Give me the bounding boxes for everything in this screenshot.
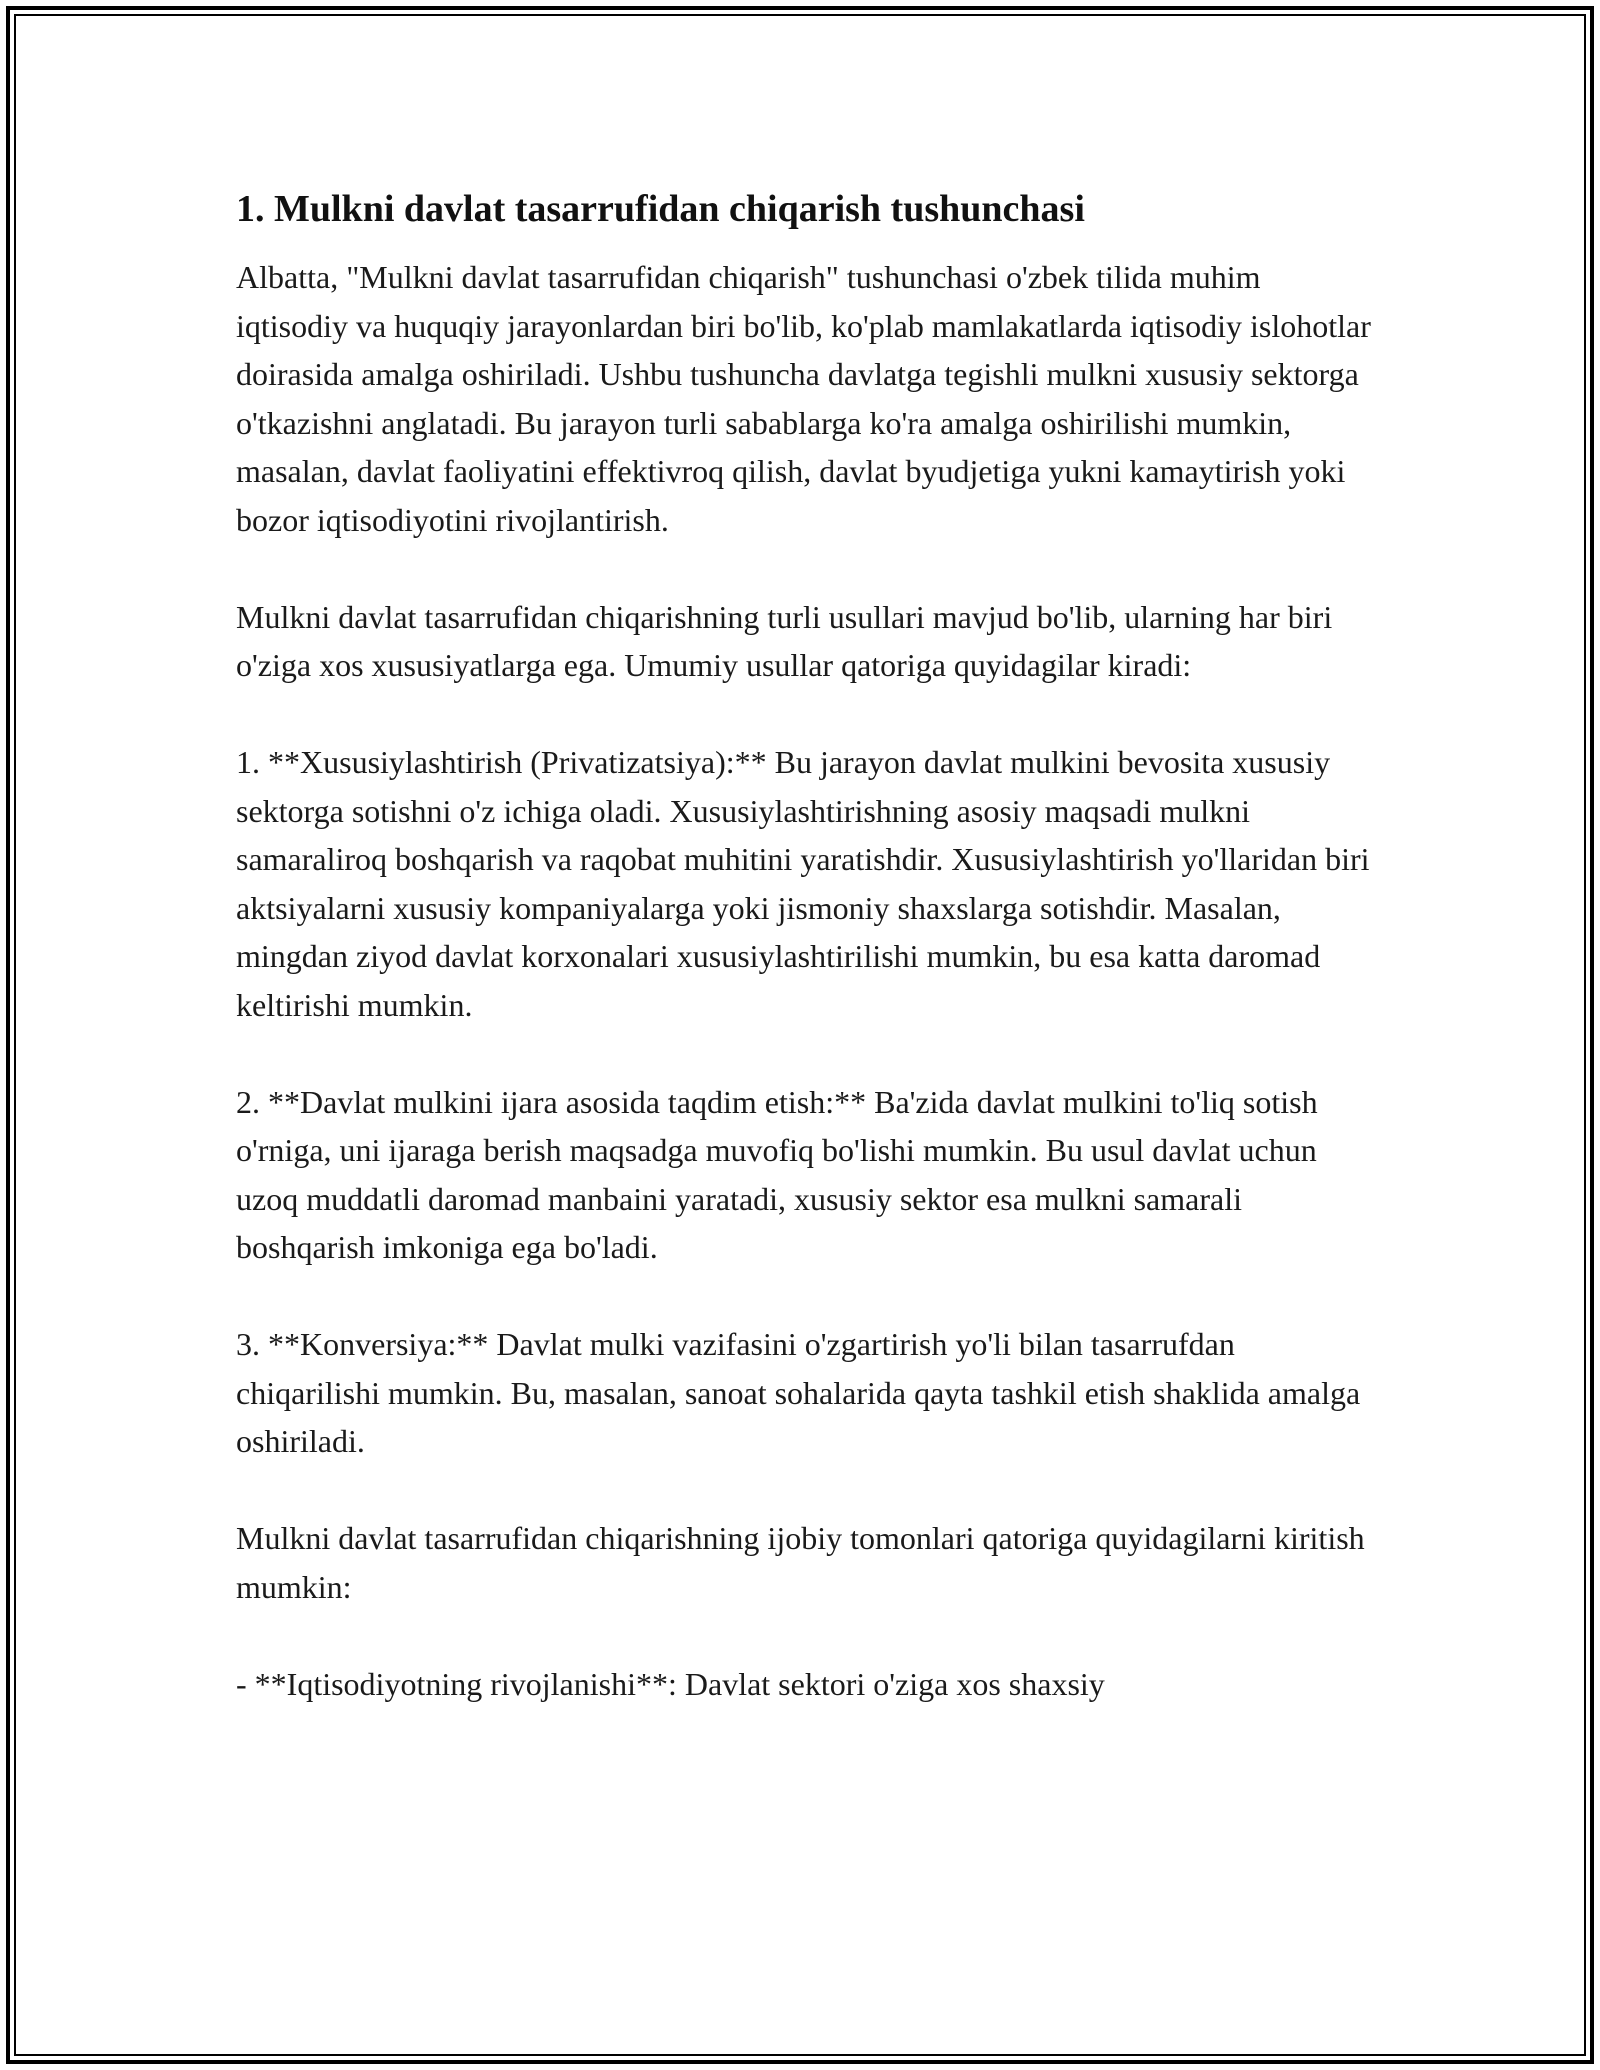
paragraph-lease: 2. **Davlat mulkini ijara asosida taqdim etish:** Ba'zida davlat mulkini to'liq sotish o'rniga, uni ijaraga berish maqsadga muvofiq bo'lishi mumkin. Bu usul davlat uchun uzoq muddatli daromad manbaini yaratadi, xususiy sektor esa mulkni samarali boshqarish imkoniga ega bo'ladi. — [236, 1083, 1318, 1265]
paragraph-methods-intro: Mulkni davlat tasarrufidan chiqarishning turli usullari mavjud bo'lib, ularning har biri o'ziga xos xususiyatlarga ega. Umumiy usullar qatoriga quyidagilar kiradi: — [236, 598, 1333, 683]
document-body — [236, 183, 1376, 1708]
paragraph-benefits-intro: Mulkni davlat tasarrufidan chiqarishning ijobiy tomonlari qatoriga quyidagilarni kiritish mumkin: — [236, 1520, 1365, 1605]
paragraph-privatization: 1. **Xususiylashtirish (Privatizatsiya):** Bu jarayon davlat mulkini bevosita xususiy sektorga sotishni o'z ichiga oladi. Xususiylashtirishning asosiy maqsadi mulkni samaraliroq boshqarish va raqobat muhitini yaratishdir. Xususiylashtirish yo'llaridan biri aktsiyalarni xususiy kompaniyalarga yoki jismoniy shaxslarga sotishdir. Masalan, mingdan ziyod davlat korxonalari xususiylashtirilishi mumkin, bu esa katta daromad keltirishi mumkin. — [236, 744, 1370, 1023]
paragraph-intro: Albatta, "Mulkni davlat tasarrufidan chiqarish" tushunchasi o'zbek tilida muhim iqtisodiy va huquqiy jarayonlardan biri bo'lib, ko'plab mamlakatlarda iqtisodiy islohotlar doirasida amalga oshiriladi. Ushbu tushuncha davlatga tegishli mulkni xususiy sektorga o'tkazishni anglatadi. Bu jarayon turli sabablarga ko'ra amalga oshirilishi mumkin, masalan, davlat faoliyatini effektivroq qilish, davlat byudjetiga yukni kamaytirish yoki bozor iqtisodiyotini rivojlantirish. — [236, 259, 1371, 538]
paragraph-benefit-economy: - **Iqtisodiyotning rivojlanishi**: Davlat sektori o'ziga xos shaxsiy — [236, 1665, 1105, 1702]
paragraph-conversion: 3. **Konversiya:** Davlat mulki vazifasini o'zgartirish yo'li bilan tasarrufdan chiqarilishi mumkin. Bu, masalan, sanoat sohalarida qayta tashkil etish shaklida amalga oshiriladi. — [236, 1326, 1361, 1459]
section-heading: 1. Mulkni davlat tasarrufidan chiqarish tushunchasi — [236, 188, 1085, 230]
